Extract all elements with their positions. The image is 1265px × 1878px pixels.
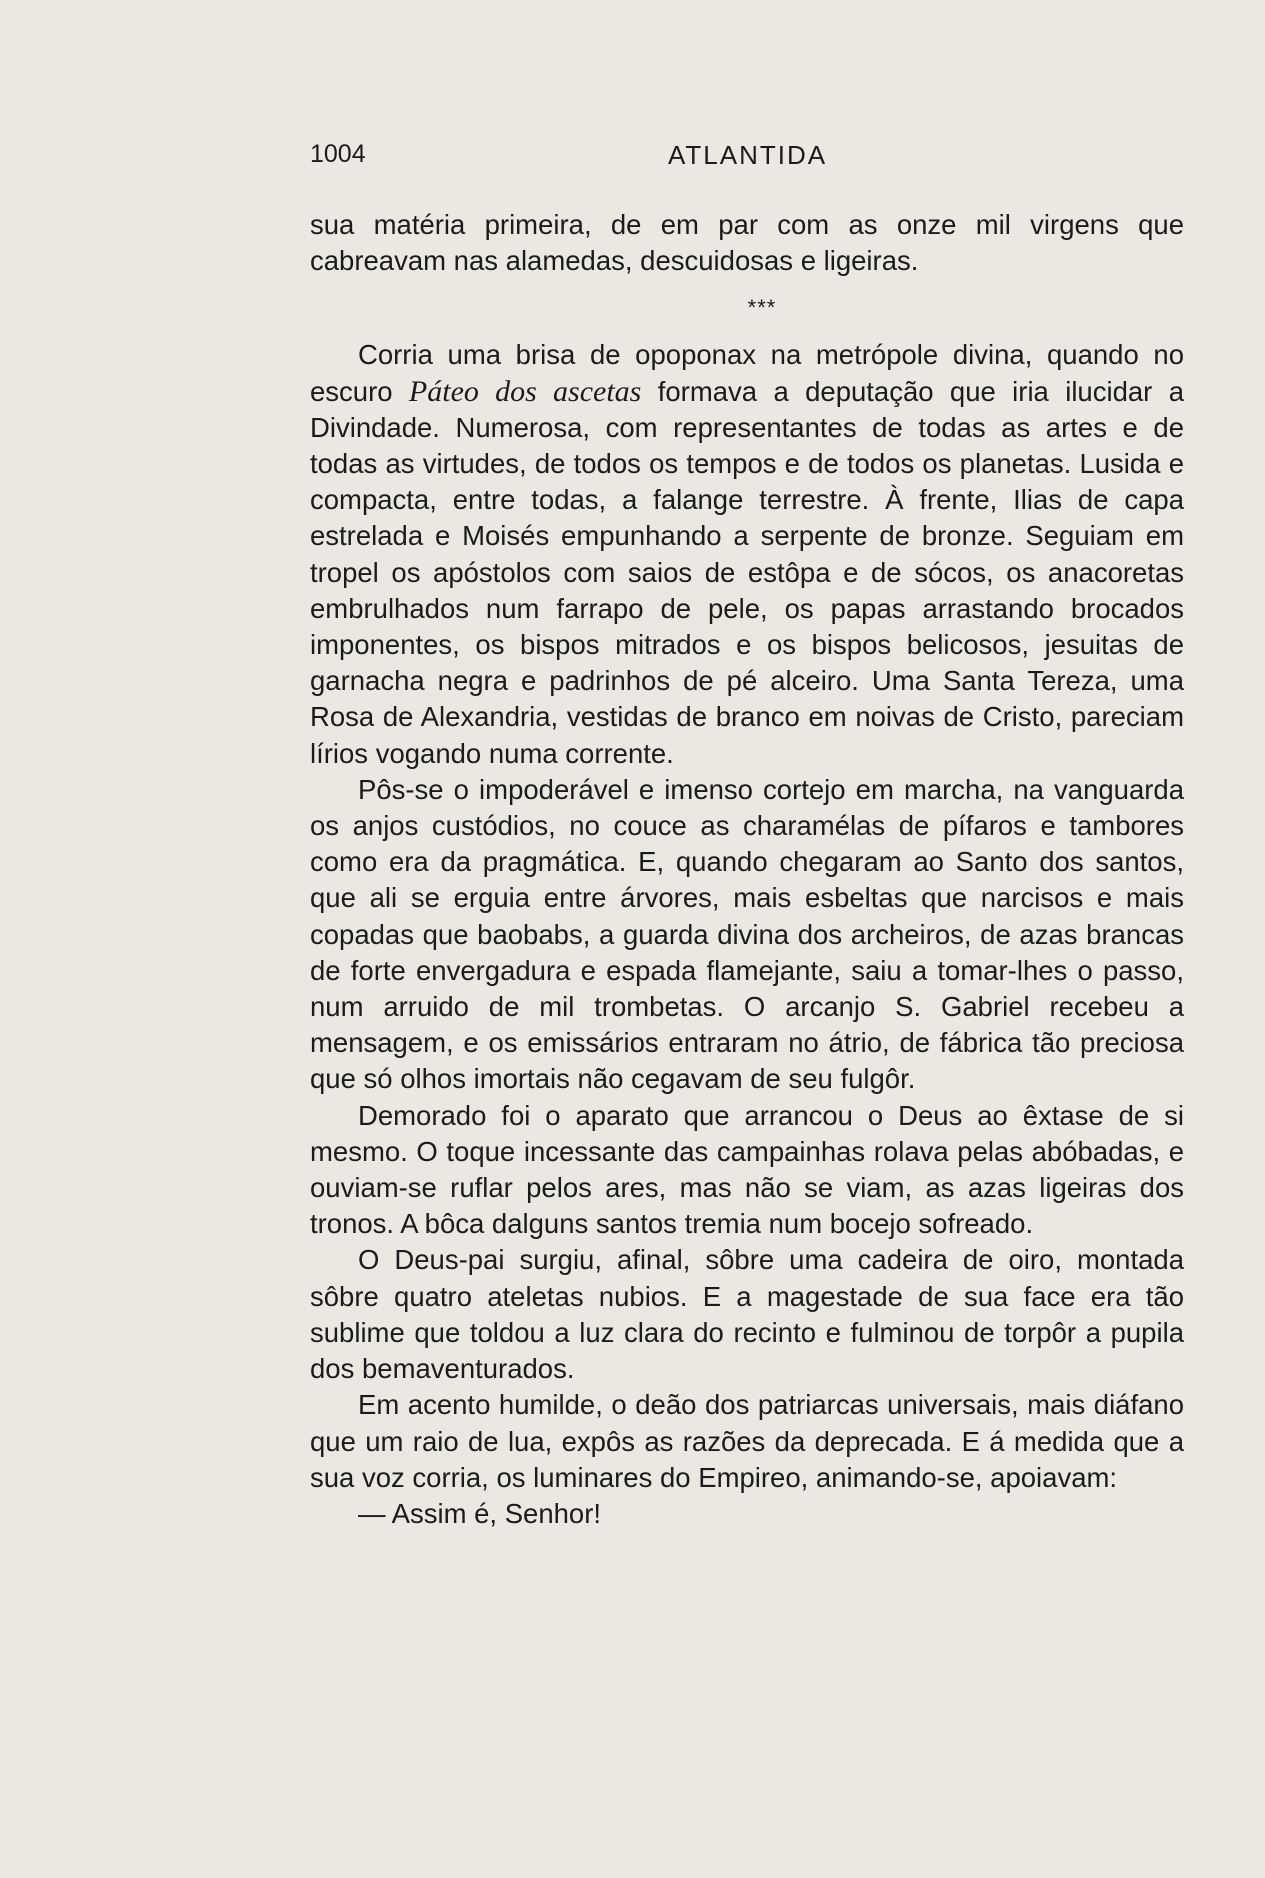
paragraph-2-italic-title: Páteo dos ascetas <box>408 374 642 408</box>
paragraph-2-part-b: formava a deputação que iria ilucidar a Divindade. Numerosa, com representantes de todas as artes e de todas as virtudes, de todos os tempos e de todos os planetas. Lusida e compacta, entre todas, a falange terrestre. À frente, Ilias de capa estrelada e Moisés empunhando a serpente de bronze. Seguiam em tropel os apóstolos com saios de estôpa e de sócos, os anacoretas embrulhados num farrapo de pele, os papas arrastando brocados imponentes, os bispos mitrados e os bispos belicosos, jesuitas de garnacha negra e padrinhos de pé alceiro. Uma Santa Tereza, uma Rosa de Alexandria, vestidas de branco em noivas de Cristo, pareciam lírios vogando numa corrente. <box>310 375 1184 769</box>
text-body <box>310 207 1184 1532</box>
running-title: ATLANTIDA <box>668 140 828 170</box>
page-header <box>310 140 1184 174</box>
asterism-glyph: *** <box>747 295 777 321</box>
dialogue-line: — Assim é, Senhor! <box>358 1497 602 1529</box>
paragraph-4: Demorado foi o aparato que arrancou o Deus ao êxtase de si mesmo. O toque incessante das campainhas rolava pelas abóbadas, e ouviam-se ruflar pelos ares, mas não se viam, as azas ligeiras dos tronos. A bôca dalguns santos tremia num bocejo sofreado. <box>310 1099 1184 1240</box>
paragraph-5: O Deus-pai surgiu, afinal, sôbre uma cadeira de oiro, montada sôbre quatro ateletas nubios. E a magestade de sua face era tão sublime que toldou a luz clara do recinto e fulminou de torpôr a pupila dos bemaventurados. <box>310 1244 1184 1385</box>
paragraph-2-part-a: Corria uma brisa de opoponax na metrópole divina, quando no escuro <box>310 339 1184 407</box>
paragraph-2 <box>310 337 1184 771</box>
paragraph-1: sua matéria primeira, de em par com as onze mil virgens que cabreavam nas alamedas, descuidosas e ligeiras. <box>310 209 1184 277</box>
paragraph-6: Em acento humilde, o deão dos patriarcas universais, mais diáfano que um raio de lua, expôs as razões da deprecada. E á medida que a sua voz corria, os luminares do Empireo, animando-se, apoiavam: <box>310 1389 1184 1493</box>
section-break-asterism <box>310 279 1184 337</box>
page-number: 1004 <box>310 140 366 168</box>
paragraph-3: Pôs-se o impoderável e imenso cortejo em marcha, na vanguarda os anjos custódios, no couce as charamélas de pífaros e tambores como era da pragmática. E, quando chegaram ao Santo dos santos, que ali se erguia entre árvores, mais esbeltas que narcisos e mais copadas que baobabs, a guarda divina dos archeiros, de azas brancas de forte envergadura e espada flamejante, saiu a tomar-lhes o passo, num arruido de mil trombetas. O arcanjo S. Gabriel recebeu a mensagem, e os emissários entraram no átrio, de fábrica tão preciosa que só olhos imortais não cegavam de seu fulgôr. <box>310 773 1184 1095</box>
